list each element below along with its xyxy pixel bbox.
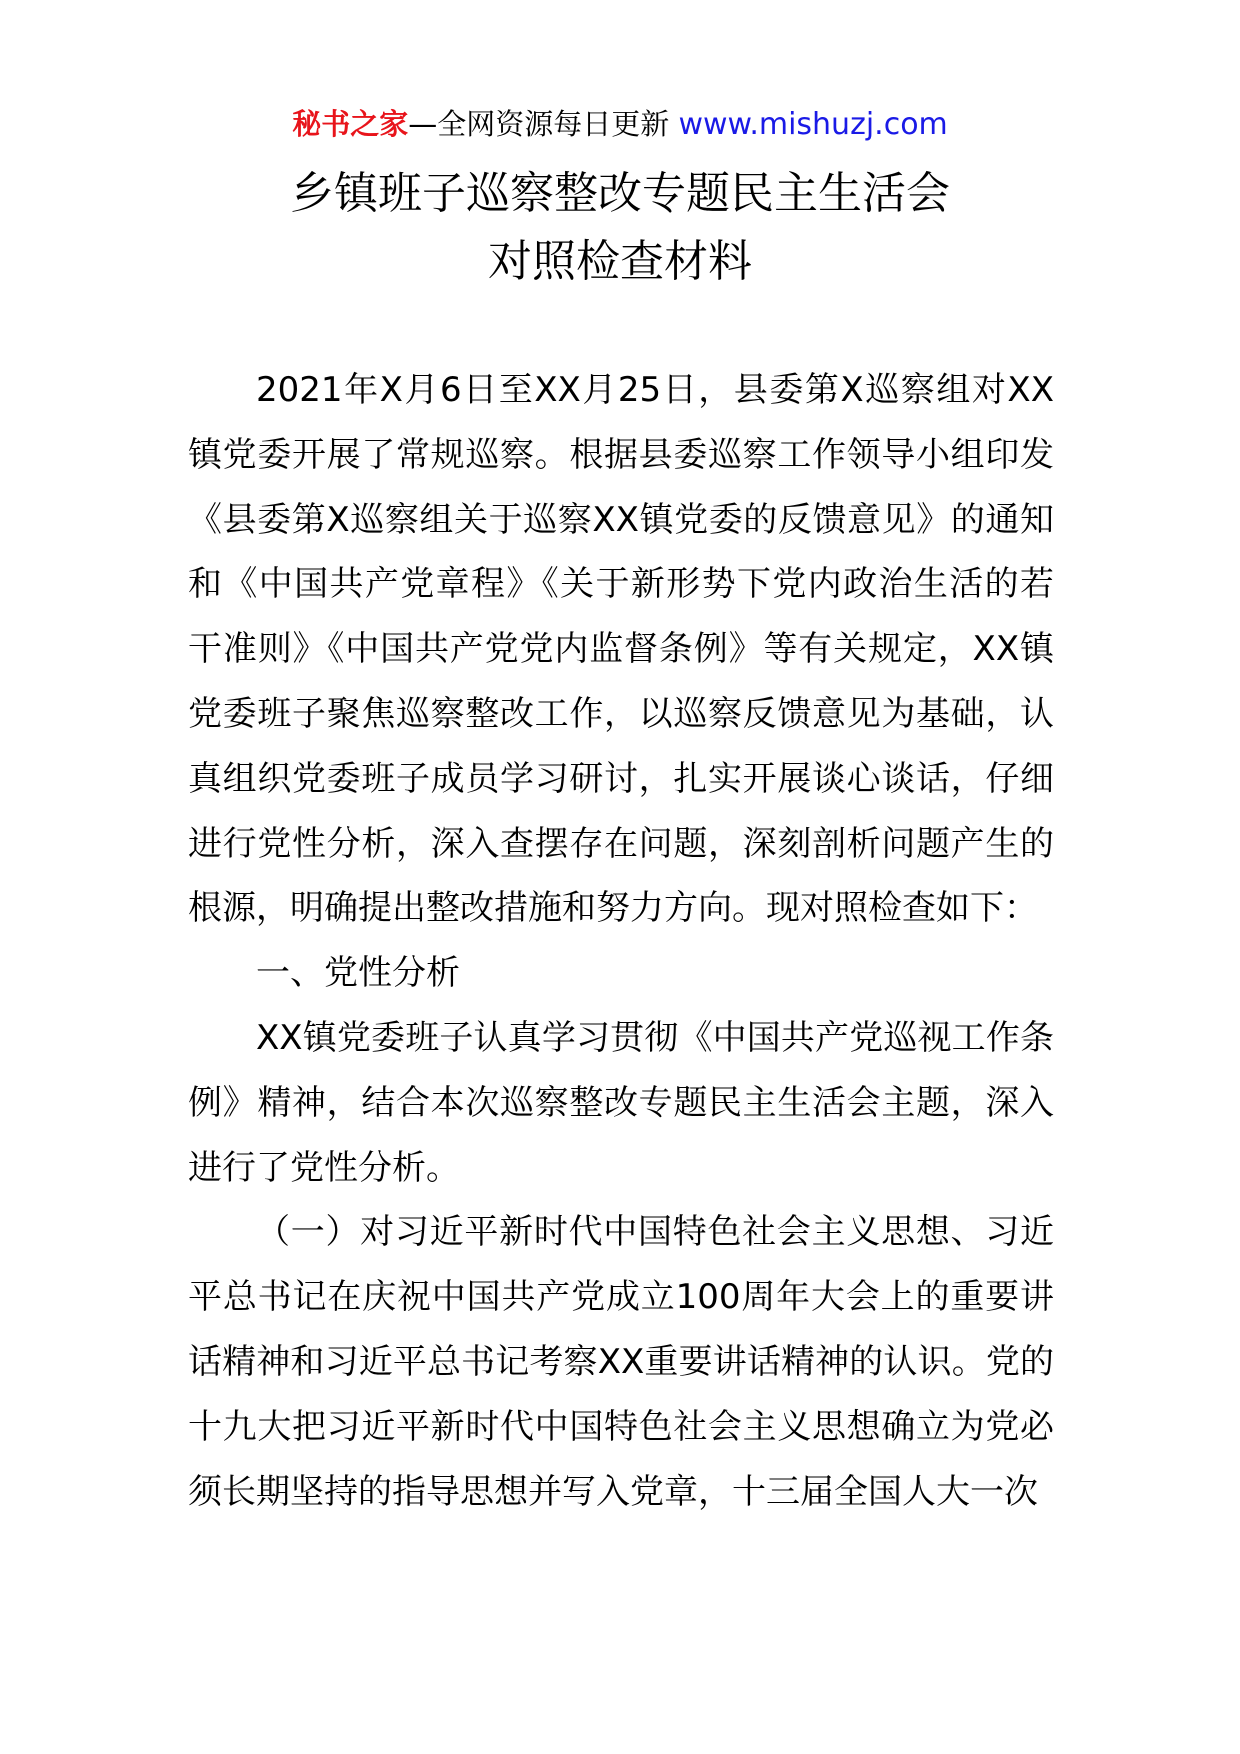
section-heading: 一、党性分析	[256, 953, 460, 994]
watermark-tagline: —全网资源每日更新	[408, 107, 679, 141]
body-paragraph: （一）对习近平新时代中国特色社会主义思想、习近平总书记在庆祝中国共产党成立100周年大会上的重要讲话精神和习近平总书记考察XX重要讲话精神的认识。党的十九大把习近平新时代中国特色社会主义思想确立为党必须长期坚持的指导思想并写入党章，十三届全国人大一次	[188, 1212, 1054, 1512]
document-body	[188, 358, 1054, 1524]
body-paragraph: XX镇党委班子认真学习贯彻《中国共产党巡视工作条例》精神，结合本次巡察整改专题民主生活会主题，深入进行了党性分析。	[188, 1017, 1054, 1188]
watermark-header	[0, 104, 1240, 145]
document-title-line-2: 对照检查材料	[488, 236, 752, 287]
body-paragraph: 2021年X月6日至XX月25日，县委第X巡察组对XX镇党委开展了常规巡察。根据县委巡察工作领导小组印发《县委第X巡察组关于巡察XX镇党委的反馈意见》的通知和《中国共产党章程》《关于新形势下党内政治生活的若干准则》《中国共产党党内监督条例》等有关规定，XX镇党委班子聚焦巡察整改工作，以巡察反馈意见为基础，认真组织党委班子成员学习研讨，扎实开展谈心谈话，仔细进行党性分析，深入查摆存在问题，深刻剖析问题产生的根源，明确提出整改措施和努力方向。现对照检查如下：	[188, 370, 1054, 929]
document-title-line-1: 乡镇班子巡察整改专题民主生活会	[290, 168, 950, 219]
watermark-site-link[interactable]: www.mishuzj.com	[678, 107, 948, 142]
watermark-brand: 秘书之家	[292, 107, 409, 141]
